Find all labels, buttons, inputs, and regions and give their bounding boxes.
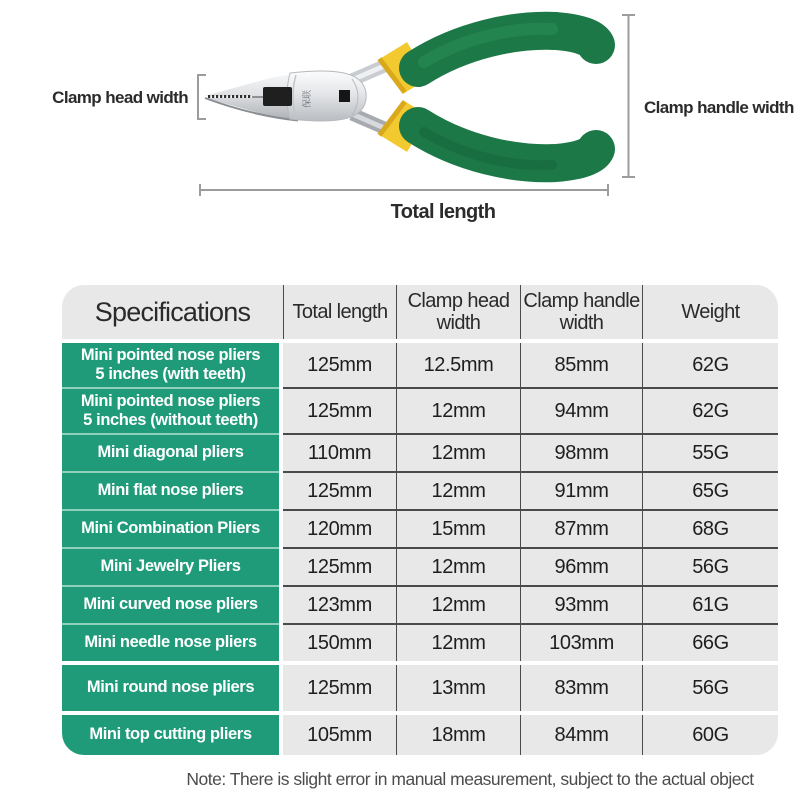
brand-etching: 保联 xyxy=(302,89,312,108)
row-clamp-head-width: 15mm xyxy=(396,511,520,547)
row-clamp-handle-width: 87mm xyxy=(520,511,642,547)
header-clamp-handle-width: Clamp handle width xyxy=(520,285,642,339)
row-total-length: 110mm xyxy=(283,435,396,471)
total-length-line xyxy=(200,184,608,196)
specifications-table xyxy=(62,285,778,755)
row-clamp-handle-width: 96mm xyxy=(520,549,642,585)
row-total-length: 120mm xyxy=(283,511,396,547)
clamp-head-width-label: Clamp head width xyxy=(52,88,188,107)
joint-spring-block xyxy=(339,90,350,102)
table-row xyxy=(62,435,778,471)
row-weight: 68G xyxy=(642,511,778,547)
table-row xyxy=(62,587,778,623)
note-text: Note: There is slight error in manual measurement, subject to the actual object xyxy=(186,769,754,789)
row-weight: 65G xyxy=(642,473,778,509)
table-row xyxy=(62,625,778,661)
row-total-length: 125mm xyxy=(283,343,396,387)
clamp-head-width-bracket xyxy=(197,75,206,119)
row-clamp-head-width: 12.5mm xyxy=(396,343,520,387)
header-weight: Weight xyxy=(642,285,778,339)
row-clamp-head-width: 12mm xyxy=(396,587,520,623)
row-clamp-head-width: 12mm xyxy=(396,473,520,509)
row-name: Mini diagonal pliers xyxy=(62,435,279,471)
row-total-length: 125mm xyxy=(283,549,396,585)
row-name: Mini round nose pliers xyxy=(62,665,279,711)
clamp-handle-width-line xyxy=(622,15,635,177)
row-weight: 66G xyxy=(642,625,778,661)
row-clamp-handle-width: 91mm xyxy=(520,473,642,509)
row-weight: 62G xyxy=(642,389,778,433)
row-name: Mini pointed nose pliers 5 inches (without teeth) xyxy=(62,389,279,433)
row-clamp-handle-width: 84mm xyxy=(520,715,642,755)
total-length-label: Total length xyxy=(390,201,496,223)
spec-table-body xyxy=(62,343,778,755)
table-row xyxy=(62,343,778,387)
row-weight: 55G xyxy=(642,435,778,471)
row-clamp-handle-width: 94mm xyxy=(520,389,642,433)
row-clamp-head-width: 12mm xyxy=(396,389,520,433)
row-clamp-head-width: 12mm xyxy=(396,435,520,471)
row-clamp-handle-width: 83mm xyxy=(520,665,642,711)
header-total-length: Total length xyxy=(283,285,396,339)
row-name: Mini flat nose pliers xyxy=(62,473,279,509)
row-weight: 60G xyxy=(642,715,778,755)
table-row xyxy=(62,473,778,509)
table-row xyxy=(62,665,778,711)
row-clamp-head-width: 18mm xyxy=(396,715,520,755)
row-weight: 61G xyxy=(642,587,778,623)
row-total-length: 125mm xyxy=(283,389,396,433)
cutter-block xyxy=(263,87,292,106)
row-clamp-handle-width: 93mm xyxy=(520,587,642,623)
pliers-handles xyxy=(418,29,596,165)
row-clamp-head-width: 12mm xyxy=(396,625,520,661)
table-row xyxy=(62,389,778,433)
row-total-length: 125mm xyxy=(283,473,396,509)
product-diagram xyxy=(0,0,800,248)
header-clamp-head-width: Clamp head width xyxy=(396,285,520,339)
row-clamp-handle-width: 103mm xyxy=(520,625,642,661)
row-clamp-head-width: 12mm xyxy=(396,549,520,585)
clamp-handle-width-label: Clamp handle width xyxy=(644,98,794,117)
row-name: Mini Combination Pliers xyxy=(62,511,279,547)
row-name: Mini pointed nose pliers 5 inches (with teeth) xyxy=(62,343,279,387)
table-row xyxy=(62,511,778,547)
table-header-row xyxy=(62,285,778,339)
row-clamp-handle-width: 98mm xyxy=(520,435,642,471)
pliers-head xyxy=(205,71,366,121)
table-row xyxy=(62,549,778,585)
row-total-length: 150mm xyxy=(283,625,396,661)
row-total-length: 123mm xyxy=(283,587,396,623)
row-weight: 56G xyxy=(642,665,778,711)
row-clamp-head-width: 13mm xyxy=(396,665,520,711)
row-weight: 56G xyxy=(642,549,778,585)
row-name: Mini needle nose pliers xyxy=(62,625,279,661)
header-specifications: Specifications xyxy=(94,296,251,327)
row-weight: 62G xyxy=(642,343,778,387)
table-row xyxy=(62,715,778,755)
row-name: Mini Jewelry Pliers xyxy=(62,549,279,585)
row-name: Mini curved nose pliers xyxy=(62,587,279,623)
head-body xyxy=(287,71,366,121)
row-name: Mini top cutting pliers xyxy=(62,715,279,755)
row-total-length: 105mm xyxy=(283,715,396,755)
row-clamp-handle-width: 85mm xyxy=(520,343,642,387)
row-total-length: 125mm xyxy=(283,665,396,711)
